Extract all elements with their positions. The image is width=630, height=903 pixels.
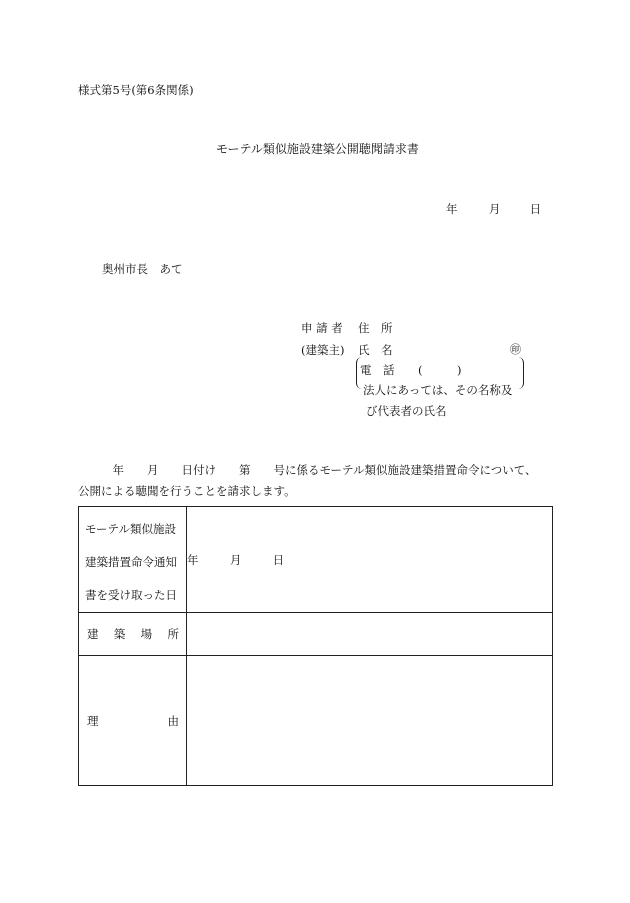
- reason-label-cell: [79, 656, 187, 786]
- table-row-receipt-date: [79, 507, 553, 613]
- receipt-year-label: 年: [187, 552, 199, 567]
- receipt-date-label-cell: [79, 507, 187, 613]
- left-bracket: [356, 357, 363, 389]
- building-site-label-cell: [79, 613, 187, 656]
- table-row-building-site: [79, 613, 553, 656]
- reason-char: 由: [167, 713, 179, 728]
- address-label: 住 所: [358, 321, 393, 335]
- receipt-date-label-line1: モーテル類似施設: [85, 522, 176, 536]
- table-row-reason: [79, 656, 553, 786]
- name-label: 氏 名: [358, 343, 393, 357]
- applicant-sub-label: (建築主): [301, 343, 345, 357]
- receipt-date-value-cell[interactable]: [187, 507, 553, 613]
- date-day-label: 日: [529, 202, 542, 216]
- document-title: モーテル類似施設建築公開聴聞請求書: [216, 142, 419, 156]
- receipt-month-label: 月: [229, 552, 242, 567]
- phone-label: 電 話: [360, 363, 395, 377]
- receipt-date-label-line2: 建築措置命令通知: [85, 555, 177, 569]
- receipt-day-label: 日: [272, 552, 285, 567]
- building-site-char: 築: [113, 627, 126, 641]
- building-site-char: 建: [87, 627, 99, 641]
- reason-value-cell[interactable]: [187, 656, 553, 786]
- building-site-char: 所: [167, 627, 179, 641]
- seal-mark: ㊞: [510, 343, 521, 356]
- corporate-note-line2: び代表者の氏名: [366, 404, 447, 418]
- applicant-label: 申 請 者: [301, 321, 343, 335]
- reason-char: 理: [87, 713, 99, 728]
- addressee: 奥州市長 あて: [102, 262, 183, 276]
- submission-date: [446, 201, 541, 217]
- building-site-value-cell[interactable]: [187, 613, 553, 656]
- request-text-line2: 公開による聴聞を行うことを請求します。: [78, 484, 296, 498]
- date-month-label: 月: [488, 202, 501, 216]
- phone-parens: ( ): [418, 363, 462, 377]
- form-number: 様式第5号(第6条関係): [78, 83, 194, 97]
- request-details-table: [78, 506, 553, 786]
- corporate-note-line1: 法人にあっては、その名称及: [363, 383, 513, 397]
- request-text-line1: 年 月 日付け 第 号に係るモーテル類似施設建築措置命令について、: [78, 463, 537, 477]
- building-site-char: 場: [140, 627, 153, 641]
- right-bracket: [517, 357, 524, 389]
- date-year-label: 年: [446, 202, 458, 216]
- receipt-date-label-line3: 書を受け取った日: [85, 588, 177, 602]
